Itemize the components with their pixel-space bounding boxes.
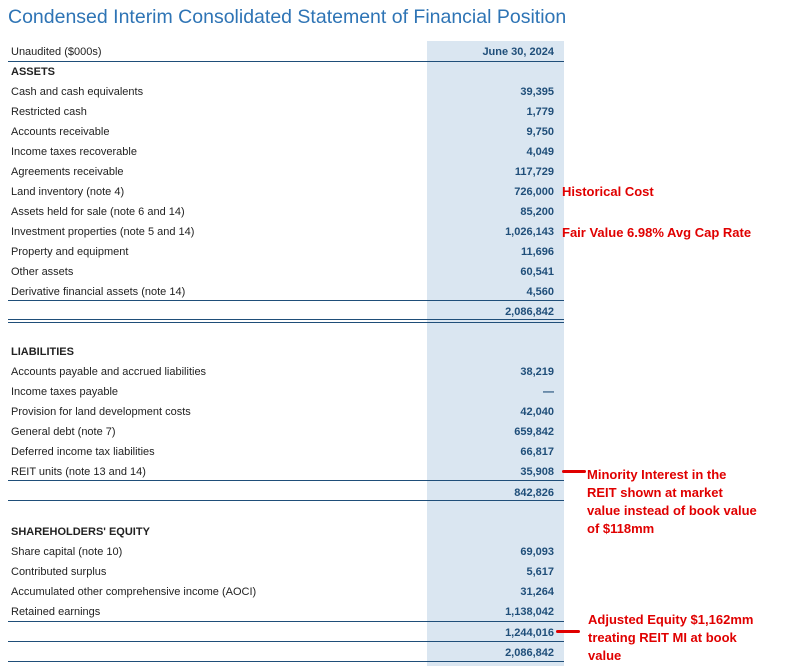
row-value-provision-land-development: 42,040: [520, 406, 554, 418]
row-label-land-inventory: Land inventory (note 4): [11, 186, 125, 198]
row-label-derivative-assets: Derivative financial assets (note 14): [11, 286, 186, 298]
row-label-accounts-payable: Accounts payable and accrued liabilities: [11, 366, 207, 378]
row-label-provision-land-development: Provision for land development costs: [11, 406, 191, 418]
row-label-assets-held-for-sale: Assets held for sale (note 6 and 14): [11, 206, 185, 218]
row-label-restricted-cash: Restricted cash: [11, 106, 87, 118]
row-label-cash: Cash and cash equivalents: [11, 86, 144, 98]
row-label-investment-properties: Investment properties (note 5 and 14): [11, 226, 195, 238]
row-label-share-capital: Share capital (note 10): [11, 546, 123, 558]
liabilities-total-value: 842,826: [514, 487, 554, 499]
row-value-cash: 39,395: [520, 86, 554, 98]
row-value-retained-earnings: 1,138,042: [505, 606, 554, 618]
row-label-contributed-surplus: Contributed surplus: [11, 566, 107, 578]
liabilities-total-rule: [8, 500, 564, 501]
assets-heading: ASSETS: [11, 66, 56, 78]
annotation-adjusted-equity-line-2: treating REIT MI at book: [588, 630, 737, 645]
equity-heading: SHAREHOLDERS' EQUITY: [11, 526, 150, 538]
row-label-deferred-tax: Deferred income tax liabilities: [11, 446, 155, 458]
row-value-accounts-payable: 38,219: [520, 366, 554, 378]
row-label-income-taxes-recoverable: Income taxes recoverable: [11, 146, 137, 158]
equity-total-rule: [8, 641, 564, 642]
column-date-header: June 30, 2024: [482, 46, 554, 58]
row-value-reit-units: 35,908: [520, 466, 554, 478]
row-value-land-inventory: 726,000: [514, 186, 554, 198]
row-label-reit-units: REIT units (note 13 and 14): [11, 466, 146, 478]
row-value-accounts-receivable: 9,750: [526, 126, 554, 138]
row-label-property-equipment: Property and equipment: [11, 246, 129, 258]
row-value-aoci: 31,264: [520, 586, 554, 598]
row-label-agreements-receivable: Agreements receivable: [11, 166, 124, 178]
row-value-investment-properties: 1,026,143: [505, 226, 554, 238]
grand-total-value: 2,086,842: [505, 647, 554, 659]
row-label-other-assets: Other assets: [11, 266, 74, 278]
annotation-adjusted-equity-line-3: value: [588, 648, 622, 663]
annotation-marker-reit: [562, 470, 586, 473]
row-value-assets-held-for-sale: 85,200: [520, 206, 554, 218]
row-value-property-equipment: 11,696: [520, 246, 554, 258]
annotation-minority-interest-line-1: Minority Interest in the: [587, 467, 727, 482]
units-label: Unaudited ($000s): [11, 46, 102, 58]
annotation-minority-interest-line-2: REIT shown at market: [587, 485, 723, 500]
row-label-general-debt: General debt (note 7): [11, 426, 116, 438]
row-value-income-taxes-payable: —: [543, 386, 554, 398]
annotation-fair-value: Fair Value 6.98% Avg Cap Rate: [562, 225, 752, 240]
row-label-retained-earnings: Retained earnings: [11, 606, 101, 618]
equity-subtotal-rule: [8, 621, 564, 622]
annotation-historical-cost: Historical Cost: [562, 184, 654, 199]
row-value-deferred-tax: 66,817: [520, 446, 554, 458]
row-value-derivative-assets: 4,560: [526, 286, 554, 298]
liabilities-heading: LIABILITIES: [11, 346, 74, 358]
row-value-agreements-receivable: 117,729: [514, 166, 554, 178]
row-value-income-taxes-recoverable: 4,049: [526, 146, 554, 158]
row-value-share-capital: 69,093: [520, 546, 554, 558]
equity-total-value: 1,244,016: [505, 627, 554, 639]
annotation-marker-equity: [556, 630, 580, 633]
row-label-accounts-receivable: Accounts receivable: [11, 126, 110, 138]
header-rule: [8, 61, 564, 62]
assets-total-value: 2,086,842: [505, 306, 554, 318]
row-value-other-assets: 60,541: [520, 266, 554, 278]
assets-total-double-rule: [8, 319, 564, 323]
liabilities-subtotal-rule: [8, 480, 564, 481]
row-value-contributed-surplus: 5,617: [526, 566, 554, 578]
row-label-aoci: Accumulated other comprehensive income (AOCI): [11, 586, 257, 598]
row-label-income-taxes-payable: Income taxes payable: [11, 386, 119, 398]
page-title: Condensed Interim Consolidated Statement of Financial Position: [8, 6, 567, 28]
row-value-restricted-cash: 1,779: [526, 106, 554, 118]
assets-subtotal-rule: [8, 300, 564, 301]
grand-total-rule: [8, 661, 564, 662]
row-value-general-debt: 659,842: [514, 426, 554, 438]
annotation-minority-interest-line-3: value instead of book value: [587, 503, 757, 518]
annotation-minority-interest-line-4: of $118mm: [587, 521, 655, 536]
annotation-adjusted-equity-line-1: Adjusted Equity $1,162mm: [588, 612, 754, 627]
